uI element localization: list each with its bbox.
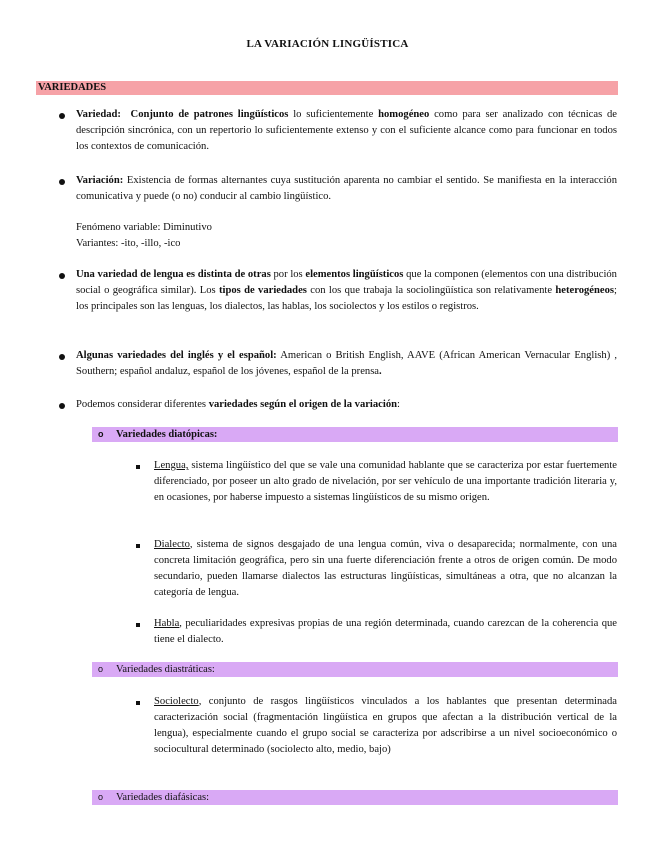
bullet-icon (59, 273, 65, 279)
square-bullet-icon (136, 701, 140, 705)
bold-text: Una variedad de lengua es distinta de otras (76, 269, 271, 280)
paragraph-distinta (76, 267, 617, 315)
subsection-diafasicas (92, 790, 618, 805)
text: que la componen (elementos con una distribución social o geográfica similar). Los (76, 269, 617, 296)
text: Podemos considerar diferentes (76, 399, 209, 410)
text: ; los principales son las lenguas, los dialectos, las hablas, los sociolectos y los estilos o registros. (76, 285, 617, 312)
example-line-1: Fenómeno variable: Diminutivo (76, 222, 212, 233)
text: : (397, 399, 400, 410)
text: Existencia de formas alternantes cuya sustitución aparenta no cambiar el sentido. Se manifiesta en la interacción comunicativa y puede (o no) conducir al cambio lingüístico. (76, 175, 617, 202)
paragraph-variacion (76, 173, 617, 205)
paragraph-ejemplos (76, 348, 617, 380)
item-sociolecto (154, 694, 617, 758)
term-variacion: Variación: (76, 175, 124, 186)
item-habla (154, 616, 617, 648)
term-variedad-def: Conjunto de patrones lingüísticos (130, 109, 289, 120)
text: con los que trabaja la sociolingüística son relativamente (306, 285, 556, 296)
bullet-icon (59, 403, 65, 409)
bold-homogeneo: homogéneo (378, 109, 430, 120)
page-title: LA VARIACIÓN LINGÜÍSTICA (246, 38, 409, 50)
subsection-label: Variedades diastráticas: (116, 664, 215, 675)
text: , sistema de signos desgajado de una lengua común, viva o desaparecida; normalmente, con una concreta limitación geográfica, pero sin una fuerte diferenciación frente a otros de origen común. De modo secundario, pueden llamarse dialectos las estructuras lingüísticas, simultáneas a otra, que no alcanzan la categoría de lengua. (154, 539, 617, 598)
item-dialecto (154, 537, 617, 601)
text: como para ser analizado con técnicas de descripción sincrónica, con un repertorio lo suficientemente extenso y con el suficiente alcance como para funcionar en todos los contextos de comunicación. (76, 109, 618, 152)
text: por los (270, 269, 306, 280)
text: , conjunto de rasgos lingüísticos vinculados a los hablantes que presentan determinada caracterización social (fragmentación lingüística en grupos que afectan a la distribución vertical de la lengua), especialmente cuando el grupo social se caracteriza por adscribirse a un nivel socioeconómico o sociocultural determinado (sociolecto alto, medio, bajo) (154, 696, 617, 755)
item-lengua (154, 458, 617, 506)
text: sistema lingüístico del que se vale una comunidad hablante que se caracteriza por estar fuertemente diferenciado, por poseer un alto grado de nivelación, por ser vehículo de una importante tradición literaria y, en ocasiones, por haberse impuesto a sistemas lingüísticos de su mismo origen. (154, 460, 617, 503)
bullet-icon (59, 113, 65, 119)
paragraph-origen (76, 397, 617, 413)
term-lengua: Lengua, (154, 460, 189, 471)
circle-bullet-icon: o (98, 664, 104, 674)
bold-text: variedades según el origen de la variación (208, 399, 398, 410)
term-variedad: Variedad: (76, 109, 121, 120)
subsection-diatopicas (92, 427, 618, 442)
bold-text: elementos lingüísticos (305, 269, 404, 280)
square-bullet-icon (136, 623, 140, 627)
example-line-2: Variantes: -ito, -illo, -ico (76, 238, 181, 249)
subsection-label: Variedades diafásicas: (116, 792, 209, 803)
bold-text: tipos de variedades (218, 285, 307, 296)
circle-bullet-icon: o (98, 792, 104, 802)
term-sociolecto: Sociolecto (154, 696, 199, 707)
text: lo suficientemente (288, 109, 379, 120)
text: American o British English, AAVE (African American Vernacular English) , Southern; español andaluz, español de los jóvenes, español de la prensa (76, 350, 617, 377)
circle-bullet-icon: o (98, 429, 104, 439)
square-bullet-icon (136, 544, 140, 548)
section-heading-variedades: VARIEDADES (36, 81, 618, 95)
subsection-label: Variedades diatópicas: (116, 429, 218, 440)
term-habla: Habla (154, 618, 180, 629)
square-bullet-icon (136, 465, 140, 469)
text: , peculiaridades expresivas propias de una región determinada, cuando carezcan de la coherencia que tiene el dialecto. (154, 618, 617, 645)
bold-text: heterogéneos (555, 285, 615, 296)
subsection-diastraticas (92, 662, 618, 677)
bold-text: . (379, 366, 382, 377)
bold-text: Algunas variedades del inglés y el español: (76, 350, 277, 361)
bullet-icon (59, 179, 65, 185)
bullet-icon (59, 354, 65, 360)
paragraph-variedad (76, 107, 617, 155)
term-dialecto: Dialecto (154, 539, 190, 550)
